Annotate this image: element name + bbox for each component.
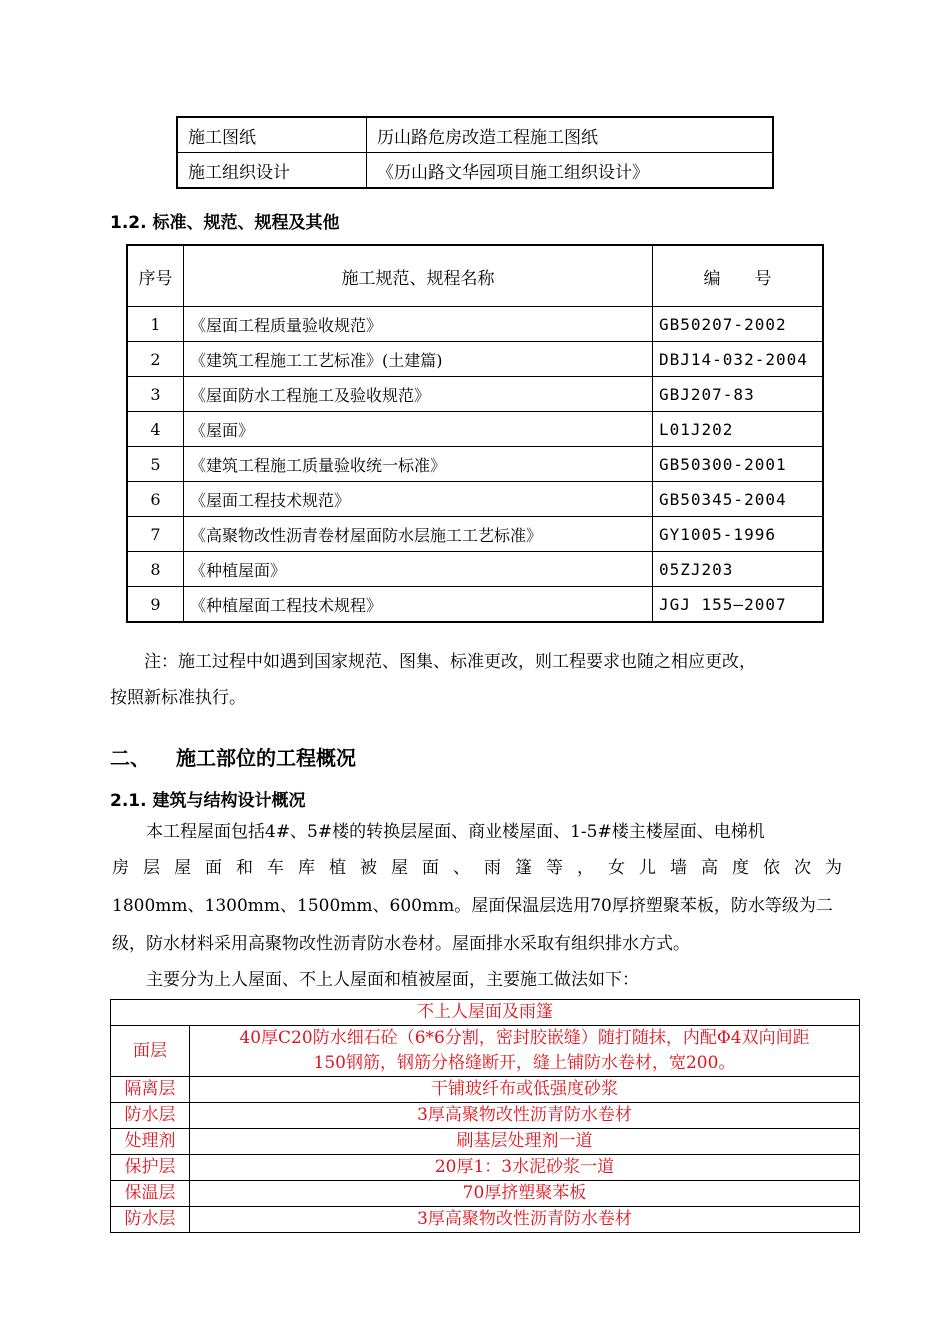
layer-name: 保温层 — [111, 1181, 190, 1207]
row-name: 《屋面工程质量验收规范》 — [184, 307, 653, 342]
layer-description: 20厚1：3水泥砂浆一道 — [190, 1155, 860, 1181]
row-code: L01J202 — [653, 412, 824, 447]
section-heading-1-2: 1.2. 标准、规范、规程及其他 — [110, 213, 340, 233]
section-heading-2-1: 2.1. 建筑与结构设计概况 — [110, 791, 306, 811]
layer-description: 70厚挤塑聚苯板 — [190, 1181, 860, 1207]
row-num: 8 — [127, 552, 184, 587]
layer-name: 隔离层 — [111, 1077, 190, 1103]
table-row — [111, 1207, 860, 1233]
layer-description-line-2: 150钢筋，钢筋分格缝断开，缝上铺防水卷材，宽200。 — [313, 1053, 736, 1073]
layer-description — [190, 1026, 860, 1077]
row-code: GY1005-1996 — [653, 517, 824, 552]
row-name: 《种植屋面工程技术规程》 — [184, 587, 653, 623]
layer-description: 3厚高聚物改性沥青防水卷材 — [190, 1103, 860, 1129]
table-row — [111, 1103, 860, 1129]
table-title-row — [111, 1000, 860, 1026]
table-row — [127, 307, 823, 342]
table-row — [127, 517, 823, 552]
row-name: 《建筑工程施工质量验收统一标准》 — [184, 447, 653, 482]
table-title: 不上人屋面及雨篷 — [111, 1000, 860, 1026]
row-code: GB50345-2004 — [653, 482, 824, 517]
row-num: 4 — [127, 412, 184, 447]
row-name: 《屋面工程技术规范》 — [184, 482, 653, 517]
row-code: GB50300-2001 — [653, 447, 824, 482]
layer-name: 防水层 — [111, 1207, 190, 1233]
table-cell-label: 施工图纸 — [177, 117, 367, 153]
row-code: 05ZJ203 — [653, 552, 824, 587]
note-line-2: 按照新标准执行。 — [110, 688, 246, 708]
header-num: 序号 — [127, 245, 184, 307]
table-row — [127, 377, 823, 412]
reference-documents-table — [176, 116, 774, 189]
layer-name: 防水层 — [111, 1103, 190, 1129]
table-header-row — [127, 245, 823, 307]
body-line-4: 级，防水材料采用高聚物改性沥青防水卷材。屋面排水采取有组织排水方式。 — [112, 934, 690, 954]
table-cell-value: 历山路危房改造工程施工图纸 — [367, 117, 774, 153]
table-row — [111, 1077, 860, 1103]
row-num: 5 — [127, 447, 184, 482]
row-name: 《高聚物改性沥青卷材屋面防水层施工工艺标准》 — [184, 517, 653, 552]
layer-description: 刷基层处理剂一道 — [190, 1129, 860, 1155]
layer-name: 保护层 — [111, 1155, 190, 1181]
section-heading-2-title: 施工部位的工程概况 — [176, 746, 356, 770]
note-line-1: 注：施工过程中如遇到国家规范、图集、标准更改，则工程要求也随之相应更改， — [144, 652, 756, 672]
table-row — [177, 117, 773, 153]
table-row — [127, 412, 823, 447]
row-num: 7 — [127, 517, 184, 552]
row-name: 《种植屋面》 — [184, 552, 653, 587]
layer-name: 面层 — [111, 1026, 190, 1077]
table-cell-label: 施工组织设计 — [177, 153, 367, 189]
row-num: 6 — [127, 482, 184, 517]
row-num: 1 — [127, 307, 184, 342]
layer-description-line-1: 40厚C20防水细石砼（6*6分割，密封胶嵌缝）随打随抹，内配Φ4双向间距 — [239, 1028, 810, 1048]
body-line-1: 本工程屋面包括4#、5#楼的转换层屋面、商业楼屋面、1-5#楼主楼屋面、电梯机 — [146, 822, 765, 842]
roof-layers-table — [110, 999, 860, 1233]
row-name: 《建筑工程施工工艺标准》(土建篇) — [184, 342, 653, 377]
table-row — [127, 482, 823, 517]
body-line-3: 1800mm、1300mm、1500mm、600mm。屋面保温层选用70厚挤塑聚苯板，防水等级为二 — [112, 896, 833, 916]
table-row — [127, 342, 823, 377]
header-name: 施工规范、规程名称 — [184, 245, 653, 307]
table-row — [111, 1026, 860, 1077]
row-num: 9 — [127, 587, 184, 623]
table-row — [127, 552, 823, 587]
layer-description: 干铺玻纤布或低强度砂浆 — [190, 1077, 860, 1103]
standards-table — [126, 244, 824, 623]
intro-line: 主要分为上人屋面、不上人屋面和植被屋面，主要施工做法如下： — [146, 970, 639, 990]
layer-name: 处理剂 — [111, 1129, 190, 1155]
row-code: GBJ207-83 — [653, 377, 824, 412]
section-heading-2-number: 二、 — [110, 746, 150, 770]
table-row — [127, 587, 823, 623]
table-cell-value: 《历山路文华园项目施工组织设计》 — [367, 153, 774, 189]
table-row — [127, 447, 823, 482]
row-name: 《屋面》 — [184, 412, 653, 447]
table-row — [111, 1155, 860, 1181]
row-code: DBJ14-032-2004 — [653, 342, 824, 377]
row-num: 3 — [127, 377, 184, 412]
row-code: GB50207-2002 — [653, 307, 824, 342]
body-line-2: 房层屋面和车库植被屋面、雨篷等，女儿墙高度依次为 — [112, 858, 844, 878]
table-row — [111, 1129, 860, 1155]
header-code: 编 号 — [653, 245, 824, 307]
table-row — [177, 153, 773, 189]
row-num: 2 — [127, 342, 184, 377]
row-name: 《屋面防水工程施工及验收规范》 — [184, 377, 653, 412]
table-row — [111, 1181, 860, 1207]
row-code: JGJ 155—2007 — [653, 587, 824, 623]
layer-description: 3厚高聚物改性沥青防水卷材 — [190, 1207, 860, 1233]
